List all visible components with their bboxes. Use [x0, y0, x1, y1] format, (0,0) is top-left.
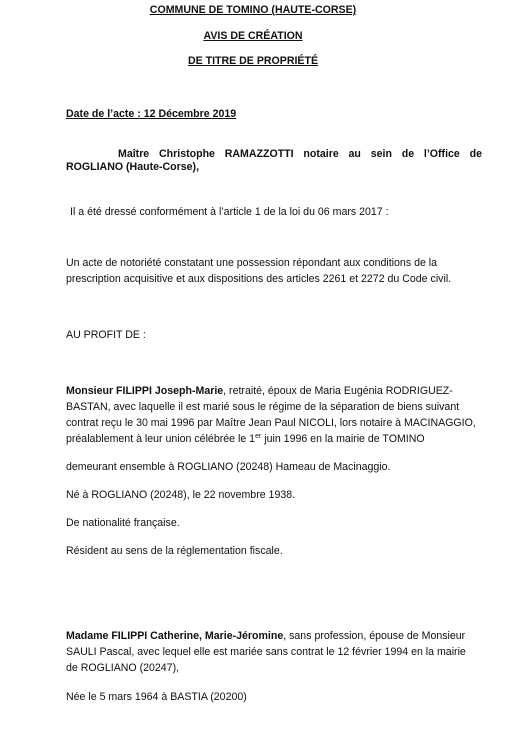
monsieur-line-2: BASTAN, avec laquelle il est marié sous le régime de la séparation de biens suivant — [66, 401, 460, 413]
monsieur-nationalite: De nationalité française. — [66, 517, 180, 529]
monsieur-demeurant: demeurant ensemble à ROGLIANO (20248) Hameau de Macinaggio. — [66, 461, 391, 473]
madame-line-3: de ROGLIANO (20247), — [66, 662, 180, 674]
date-acte: Date de l’acte : 12 Décembre 2019 — [66, 108, 237, 120]
titre-heading: DE TITRE DE PROPRIÉTÉ — [187, 55, 319, 67]
au-profit-heading: AU PROFIT DE : — [66, 329, 146, 341]
monsieur-line-3: contrat reçu le 30 mai 1996 par Maître Jean Paul NICOLI, lors notaire à MACINAGGIO, — [66, 417, 476, 429]
madame-line-1 — [66, 630, 465, 643]
monsieur-line-4-b: juin 1996 en la mairie de TOMINO — [261, 433, 425, 445]
acte-line-1: Un acte de notoriété constatant une possession répondant aux conditions de la — [66, 257, 438, 269]
monsieur-resident: Résident au sens de la réglementation fiscale. — [66, 545, 283, 557]
article-reference: Il a été dressé conformément à l’article 1 de la loi du 06 mars 2017 : — [70, 206, 389, 218]
monsieur-line-1-rest: , retraité, époux de Maria Eugénia RODRIGUEZ- — [223, 385, 453, 397]
madame-line-2: SAULI Pascal, avec lequel elle est mariée sans contrat le 12 février 1994 en la mairie — [66, 646, 466, 658]
notaire-line-1: Maître Christophe RAMAZZOTTI notaire au sein de l’Office de — [118, 148, 482, 160]
notaire-line-2: ROGLIANO (Haute-Corse), — [66, 161, 200, 173]
monsieur-line-1 — [66, 385, 453, 398]
madame-line-1-rest: , sans profession, épouse de Monsieur — [283, 630, 466, 642]
madame-name: Madame FILIPPI Catherine, Marie-Jéromine — [66, 630, 284, 642]
monsieur-line-4-a: préalablement à leur union célébrée le 1 — [66, 433, 256, 445]
acte-line-2: prescription acquisitive et aux dispositions des articles 2261 et 2272 du Code civil. — [66, 273, 452, 285]
ordinal-superscript: er — [255, 433, 262, 440]
commune-heading: COMMUNE DE TOMINO (HAUTE-CORSE) — [149, 4, 357, 16]
madame-naissance: Née le 5 mars 1964 à BASTIA (20200) — [66, 691, 247, 703]
monsieur-naissance: Né à ROGLIANO (20248), le 22 novembre 1938. — [66, 489, 296, 501]
avis-heading: AVIS DE CRÉATION — [203, 30, 303, 42]
monsieur-line-4 — [66, 433, 425, 446]
monsieur-name: Monsieur FILIPPI Joseph-Marie — [66, 385, 224, 397]
